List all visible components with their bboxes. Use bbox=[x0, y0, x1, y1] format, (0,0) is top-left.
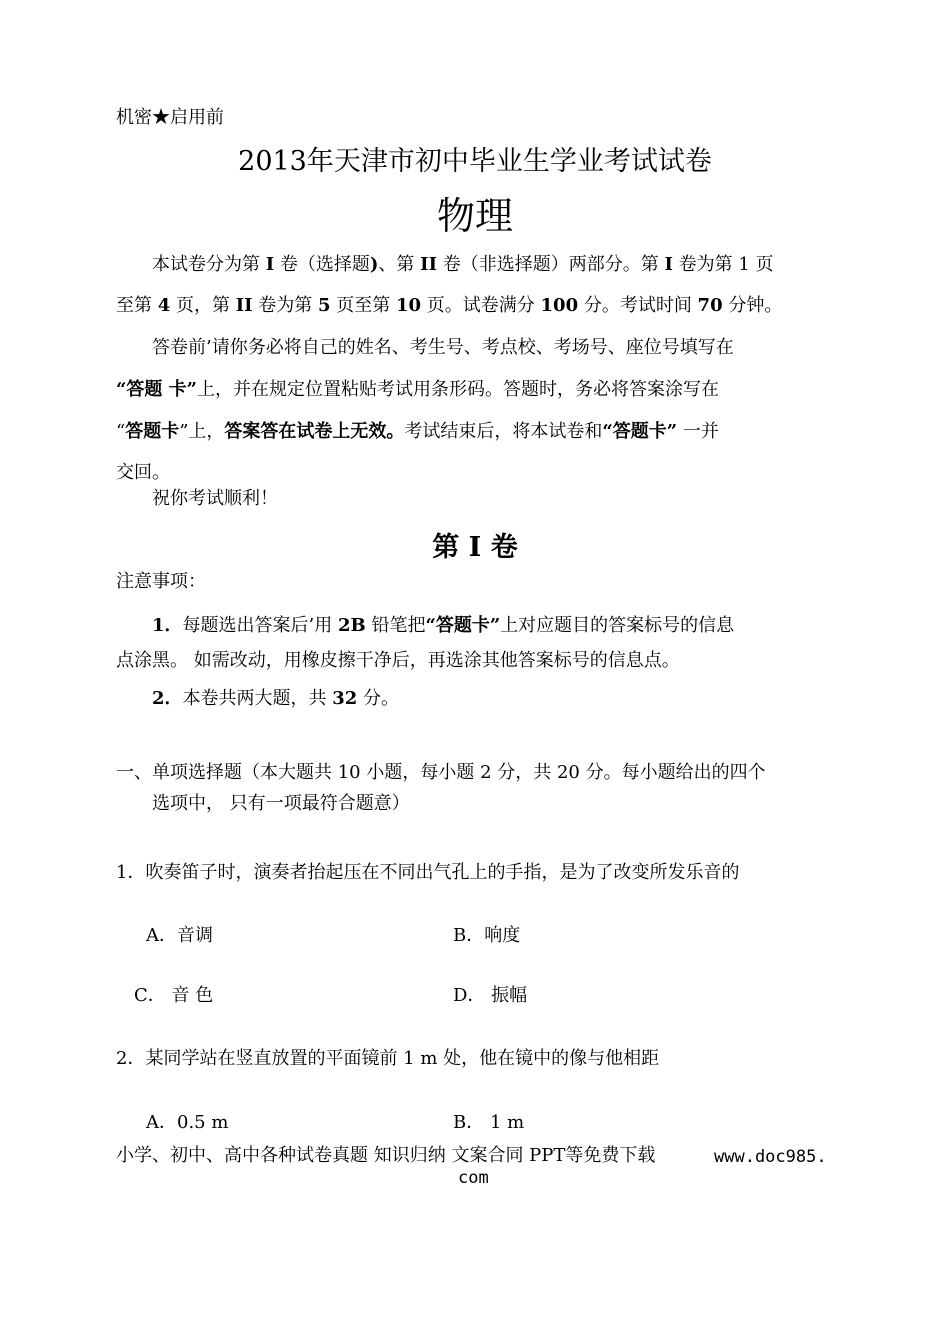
question-1-option-d: D． 振幅 bbox=[453, 985, 528, 1006]
text: 分钟。 bbox=[722, 295, 783, 316]
text: “答题卡” bbox=[425, 615, 501, 636]
question-2-stem: 2．某同学站在竖直放置的平面镜前 1 m 处，他在镜中的像与他相距 bbox=[116, 1048, 660, 1069]
intro-p2-line4: 交回。 bbox=[116, 462, 170, 483]
intro-p2-line1: 答卷前’请你务必将自己的姓名、考生号、考点校、考场号、座位号填写在 bbox=[152, 337, 734, 358]
text: 10 bbox=[396, 295, 422, 316]
wish-line: 祝你考试顺利！ bbox=[152, 488, 278, 509]
question-1-option-b: B．响度 bbox=[453, 925, 521, 946]
text: 、第 bbox=[378, 254, 421, 275]
text: 页，第 bbox=[170, 295, 236, 316]
text: 本试卷分为第 bbox=[152, 254, 266, 275]
text: 考试结束后，将本试卷和 bbox=[404, 421, 603, 442]
text: 上，并在规定位置粘贴考试用条形码。答题时，务必将答案涂写在 bbox=[196, 379, 719, 400]
note-1-line2: 点涂黑。 如需改动，用橡皮擦干净后，再选涂其他答案标号的信息点。 bbox=[116, 650, 680, 671]
part1-title: 第 I 卷 bbox=[432, 532, 518, 563]
text: 70 bbox=[697, 295, 723, 316]
footer-site-link-part1[interactable]: www.doc985. bbox=[714, 1147, 827, 1167]
text: 答题卡 bbox=[125, 421, 180, 442]
text: II bbox=[235, 295, 253, 316]
text: “答题卡” bbox=[602, 421, 678, 442]
text: 一并 bbox=[677, 421, 719, 442]
footer-promo-text: 小学、初中、高中各种试卷真题 知识归纳 文案合同 PPT等免费下载 bbox=[116, 1145, 656, 1166]
section1-heading-line1: 一、单项选择题（本大题共 10 小题，每小题 2 分，共 20 分。每小题给出的四个 bbox=[116, 762, 766, 783]
text: 1． bbox=[152, 615, 183, 636]
question-1-option-a: A．音调 bbox=[146, 925, 213, 946]
text: 答案答在试卷上无效。 bbox=[224, 421, 405, 442]
text: 每题选出答案后’用 bbox=[182, 615, 338, 636]
text: 本卷共两大题，共 bbox=[182, 688, 333, 709]
exam-title: 2013年天津市初中毕业生学业考试试卷 bbox=[238, 146, 712, 177]
text: 2B bbox=[337, 615, 366, 636]
text: 页至第 bbox=[330, 295, 396, 316]
text: 卷为第 bbox=[252, 295, 319, 316]
text: 页。试卷满分 bbox=[421, 295, 541, 316]
question-1-stem: 1．吹奏笛子时，演奏者抬起压在不同出气孔上的手指，是为了改变所发乐音的 bbox=[116, 862, 740, 883]
text: I bbox=[265, 254, 275, 275]
text: ) bbox=[369, 254, 379, 275]
note-1-line1 bbox=[152, 615, 734, 637]
intro-p2-line2 bbox=[116, 379, 719, 401]
text: 2． bbox=[152, 688, 183, 709]
text: 100 bbox=[540, 295, 579, 316]
text: 分。 bbox=[357, 688, 400, 709]
text: 卷（选择题 bbox=[274, 254, 370, 275]
text: “ bbox=[116, 421, 126, 442]
text: 分。考试时间 bbox=[578, 295, 698, 316]
classification-label: 机密★启用前 bbox=[116, 107, 224, 128]
question-2-option-a: A．0.5 m bbox=[146, 1112, 229, 1133]
text: 铅笔把 bbox=[365, 615, 426, 636]
text: ”上， bbox=[179, 421, 225, 442]
text: II bbox=[420, 254, 437, 275]
intro-p1-line2 bbox=[116, 295, 782, 317]
subject-title: 物理 bbox=[436, 194, 513, 238]
section1-heading-line2: 选项中， 只有一项最符合题意） bbox=[152, 793, 410, 814]
text: “答题 卡” bbox=[116, 379, 197, 400]
text: 卷（非选择题）两部分。第 bbox=[437, 254, 665, 275]
note-2 bbox=[152, 688, 399, 710]
question-2-option-b: B． 1 m bbox=[453, 1112, 525, 1133]
text: 卷为第 1 页 bbox=[672, 254, 774, 275]
text: I bbox=[664, 254, 673, 275]
question-1-option-c: C． 音 色 bbox=[134, 985, 214, 1006]
text: 5 bbox=[318, 295, 331, 316]
text: 上对应题目的答案标号的信息 bbox=[500, 615, 735, 636]
text: 4 bbox=[157, 295, 171, 316]
text: 32 bbox=[332, 688, 358, 709]
text: 至第 bbox=[116, 295, 158, 316]
intro-p1-line1 bbox=[152, 254, 774, 276]
footer-site-link-part2[interactable]: com bbox=[458, 1168, 489, 1188]
notes-label: 注意事项： bbox=[116, 571, 206, 592]
intro-p2-line3 bbox=[116, 421, 719, 443]
